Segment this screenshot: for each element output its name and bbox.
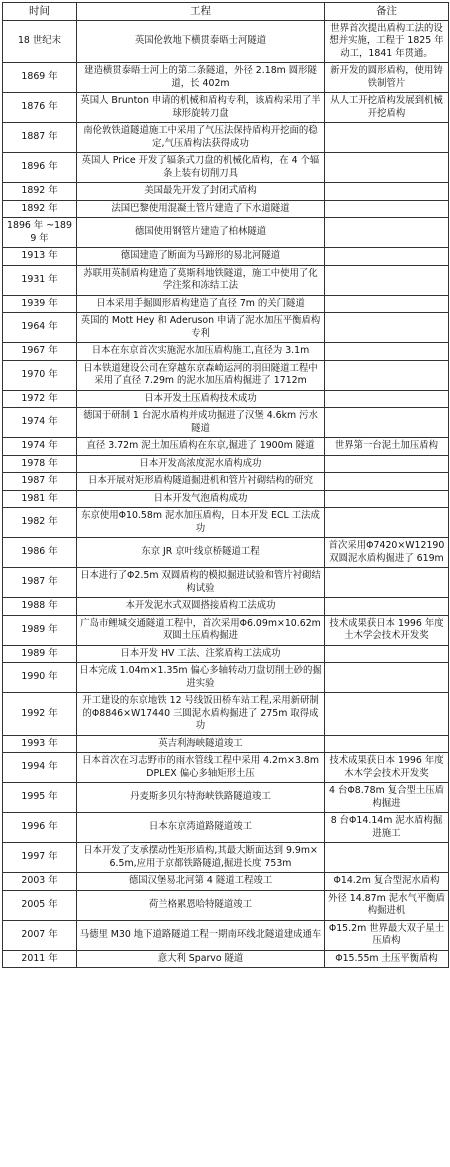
table-row (3, 813, 449, 843)
row-note: Φ15.55m 土压平衡盾构 (325, 950, 449, 968)
table-row (3, 645, 449, 663)
row-note (325, 843, 449, 873)
row-time: 1994 年 (3, 753, 77, 783)
row-note: 技术成果获日本 1996 年度土木学会技术开发奖 (325, 615, 449, 645)
row-project: 南伦敦铁道隧道施工中采用了气压法保持盾构开挖面的稳定,气压盾构法获得成功 (77, 123, 325, 153)
row-note (325, 408, 449, 438)
table-row (3, 360, 449, 390)
header-note: 备注 (325, 3, 449, 21)
table-row (3, 63, 449, 93)
row-project: 丹麦斯多贝尔特海峡铁路隧道竣工 (77, 783, 325, 813)
row-note: 首次采用Φ7420×W12190 双圆泥水盾构掘进了 619m (325, 538, 449, 568)
row-time: 1887 年 (3, 123, 77, 153)
row-time: 1974 年 (3, 408, 77, 438)
row-project: 日本开展对矩形盾构隧道掘进机和管片衬砌结构的研究 (77, 473, 325, 491)
row-time: 1931 年 (3, 265, 77, 295)
row-note (325, 473, 449, 491)
table-row (3, 343, 449, 361)
row-note (325, 645, 449, 663)
row-project: 英国的 Mott Hey 和 Aderuson 申请了泥水加压平衡盾构专利 (77, 313, 325, 343)
row-time: 1967 年 (3, 343, 77, 361)
row-project: 日本完成 1.04m×1.35m 偏心多轴转动刀盘切削土砂的掘进实验 (77, 663, 325, 693)
row-project: 意大利 Sparvo 隧道 (77, 950, 325, 968)
table-row (3, 843, 449, 873)
row-note (325, 200, 449, 218)
row-note: 世界首次提出盾构工法的设想并实施，工程于 1825 年动工，1841 年贯通。 (325, 20, 449, 63)
table-row (3, 265, 449, 295)
row-time: 2005 年 (3, 890, 77, 920)
row-time: 1988 年 (3, 598, 77, 616)
table-row (3, 490, 449, 508)
table-row (3, 295, 449, 313)
header-time: 时间 (3, 3, 77, 21)
row-note: 8 台Φ14.14m 泥水盾构掘进施工 (325, 813, 449, 843)
row-time: 1876 年 (3, 93, 77, 123)
row-time: 1997 年 (3, 843, 77, 873)
row-project: 英吉利海峡隧道竣工 (77, 735, 325, 753)
table-row (3, 693, 449, 736)
row-note (325, 153, 449, 183)
row-note: 世界第一台泥土加压盾构 (325, 438, 449, 456)
row-time: 1913 年 (3, 248, 77, 266)
row-note (325, 568, 449, 598)
table-row (3, 218, 449, 248)
row-note: Φ14.2m 复合型泥水盾构 (325, 873, 449, 891)
row-project: 东京使用Φ10.58m 泥水加压盾构，日本开发 ECL 工法成功 (77, 508, 325, 538)
row-time: 1993 年 (3, 735, 77, 753)
table-row (3, 950, 449, 968)
row-time: 1981 年 (3, 490, 77, 508)
row-time: 1964 年 (3, 313, 77, 343)
table-row (3, 890, 449, 920)
row-time: 1869 年 (3, 63, 77, 93)
table-row (3, 538, 449, 568)
row-time: 1892 年 (3, 183, 77, 201)
table-header-row (3, 3, 449, 21)
row-project: 德国汉堡易北河第 4 隧道工程竣工 (77, 873, 325, 891)
row-note (325, 183, 449, 201)
row-note (325, 295, 449, 313)
row-note (325, 218, 449, 248)
row-project: 英国人 Brunton 申请的机械和盾构专利，该盾构采用了半球形旋转刀盘 (77, 93, 325, 123)
row-time: 1989 年 (3, 615, 77, 645)
row-project: 英国人 Price 开发了辐条式刀盘的机械化盾构，在 4 个辐条上装有切削刀具 (77, 153, 325, 183)
header-project: 工程 (77, 3, 325, 21)
row-project: 开工建设的东京地铁 12 号线饭田桥车站工程,采用新研制的Φ8846×W17440 三圆泥水盾构掘进了 275m 取得成功 (77, 693, 325, 736)
row-project: 直径 3.72m 泥土加压盾构在东京,掘进了 1900m 隧道 (77, 438, 325, 456)
table-row (3, 183, 449, 201)
row-project: 广岛市鲤城交通隧道工程中，首次采用Φ6.09m×10.62m 双圆土压盾构掘进 (77, 615, 325, 645)
row-time: 1939 年 (3, 295, 77, 313)
row-time: 2003 年 (3, 873, 77, 891)
row-note (325, 663, 449, 693)
row-project: 日本开发了支承摆动性矩形盾构,其最大断面达到 9.9m×6.5m,应用于京都铁路隧道,掘进长度 753m (77, 843, 325, 873)
row-time: 1892 年 (3, 200, 77, 218)
table-row (3, 735, 449, 753)
row-time: 1990 年 (3, 663, 77, 693)
row-project: 日本开发高浓度泥水盾构成功 (77, 455, 325, 473)
row-time: 1978 年 (3, 455, 77, 473)
table-row (3, 123, 449, 153)
row-project: 日本东京湾道路隧道竣工 (77, 813, 325, 843)
row-project: 日本开发土压盾构技术成功 (77, 390, 325, 408)
row-time: 1982 年 (3, 508, 77, 538)
table-row (3, 920, 449, 950)
row-time: 1896 年 ~1899 年 (3, 218, 77, 248)
row-project: 建造横贯泰晤士河上的第二条隧道，外径 2.18m 圆形隧道，长 402m (77, 63, 325, 93)
row-note (325, 343, 449, 361)
history-table (2, 2, 449, 968)
table-row (3, 93, 449, 123)
row-time: 1989 年 (3, 645, 77, 663)
row-time: 2007 年 (3, 920, 77, 950)
row-project: 法国巴黎使用混凝土管片建造了下水道隧道 (77, 200, 325, 218)
table-row (3, 20, 449, 63)
row-project: 本开发泥水式双圆搭接盾构工法成功 (77, 598, 325, 616)
row-project: 马德里 M30 地下道路隧道工程一期南环线北隧道建成通车 (77, 920, 325, 950)
row-time: 1987 年 (3, 568, 77, 598)
row-note (325, 490, 449, 508)
row-note (325, 455, 449, 473)
row-time: 1995 年 (3, 783, 77, 813)
table-row (3, 615, 449, 645)
table-row (3, 390, 449, 408)
table-row (3, 200, 449, 218)
row-note (325, 313, 449, 343)
row-time: 1896 年 (3, 153, 77, 183)
table-row (3, 438, 449, 456)
row-note (325, 693, 449, 736)
row-project: 日本采用手掘圆形盾构建造了直径 7m 的关门隧道 (77, 295, 325, 313)
table-row (3, 663, 449, 693)
row-project: 英国伦敦地下横贯泰晤士河隧道 (77, 20, 325, 63)
row-note: 4 台Φ8.78m 复合型土压盾构掘进 (325, 783, 449, 813)
row-project: 美国最先开发了封闭式盾构 (77, 183, 325, 201)
row-project: 日本铁道建设公司在穿越东京森崎运河的羽田隧道工程中采用了直径 7.29m 的泥水加压盾构掘进了 1712m (77, 360, 325, 390)
row-time: 1987 年 (3, 473, 77, 491)
table-row (3, 408, 449, 438)
row-project: 东京 JR 京叶线京桥隧道工程 (77, 538, 325, 568)
row-project: 日本开发气泡盾构成功 (77, 490, 325, 508)
row-time: 1970 年 (3, 360, 77, 390)
row-note (325, 508, 449, 538)
table-row (3, 508, 449, 538)
table-row (3, 598, 449, 616)
row-time: 1986 年 (3, 538, 77, 568)
table-row (3, 313, 449, 343)
row-note: 技术成果获日本 1996 年度木木学会技术开发奖 (325, 753, 449, 783)
row-project: 苏联用英制盾构建造了莫斯科地铁隧道，施工中使用了化学注浆和冻结工法 (77, 265, 325, 295)
row-note (325, 123, 449, 153)
row-project: 德国于研制 1 台泥水盾构并成功掘进了汉堡 4.6km 污水隧道 (77, 408, 325, 438)
row-project: 德国建造了断面为马蹄形的易北河隧道 (77, 248, 325, 266)
row-note: Φ15.2m 世界最大双子星土压盾构 (325, 920, 449, 950)
row-note (325, 360, 449, 390)
table-row (3, 455, 449, 473)
table-row (3, 153, 449, 183)
table-row (3, 753, 449, 783)
row-time: 1974 年 (3, 438, 77, 456)
row-time: 1972 年 (3, 390, 77, 408)
row-project: 荷兰格累恩哈特隧道竣工 (77, 890, 325, 920)
row-time: 2011 年 (3, 950, 77, 968)
row-note: 新开发的圆形盾构，使用铸铁制管片 (325, 63, 449, 93)
row-project: 日本在东京首次实施泥水加压盾构施工,直径为 3.1m (77, 343, 325, 361)
table-row (3, 473, 449, 491)
row-time: 1992 年 (3, 693, 77, 736)
row-note (325, 390, 449, 408)
row-note (325, 598, 449, 616)
row-note: 从人工开挖盾构发展到机械开挖盾构 (325, 93, 449, 123)
table-row (3, 873, 449, 891)
row-project: 德国使用钢管片建造了柏林隧道 (77, 218, 325, 248)
row-project: 日本进行了Φ2.5m 双圆盾构的模拟掘进试验和管片衬砌结构试验 (77, 568, 325, 598)
row-note (325, 265, 449, 295)
row-time: 18 世纪末 (3, 20, 77, 63)
row-project: 日本开发 HV 工法、注浆盾构工法成功 (77, 645, 325, 663)
row-note (325, 248, 449, 266)
row-project: 日本首次在习志野市的雨水管线工程中采用 4.2m×3.8mDPLEX 偏心多轴矩形土压 (77, 753, 325, 783)
row-note (325, 735, 449, 753)
row-note: 外径 14.87m 泥水气平衡盾构掘进机 (325, 890, 449, 920)
table-row (3, 568, 449, 598)
table-row (3, 783, 449, 813)
row-time: 1996 年 (3, 813, 77, 843)
table-row (3, 248, 449, 266)
